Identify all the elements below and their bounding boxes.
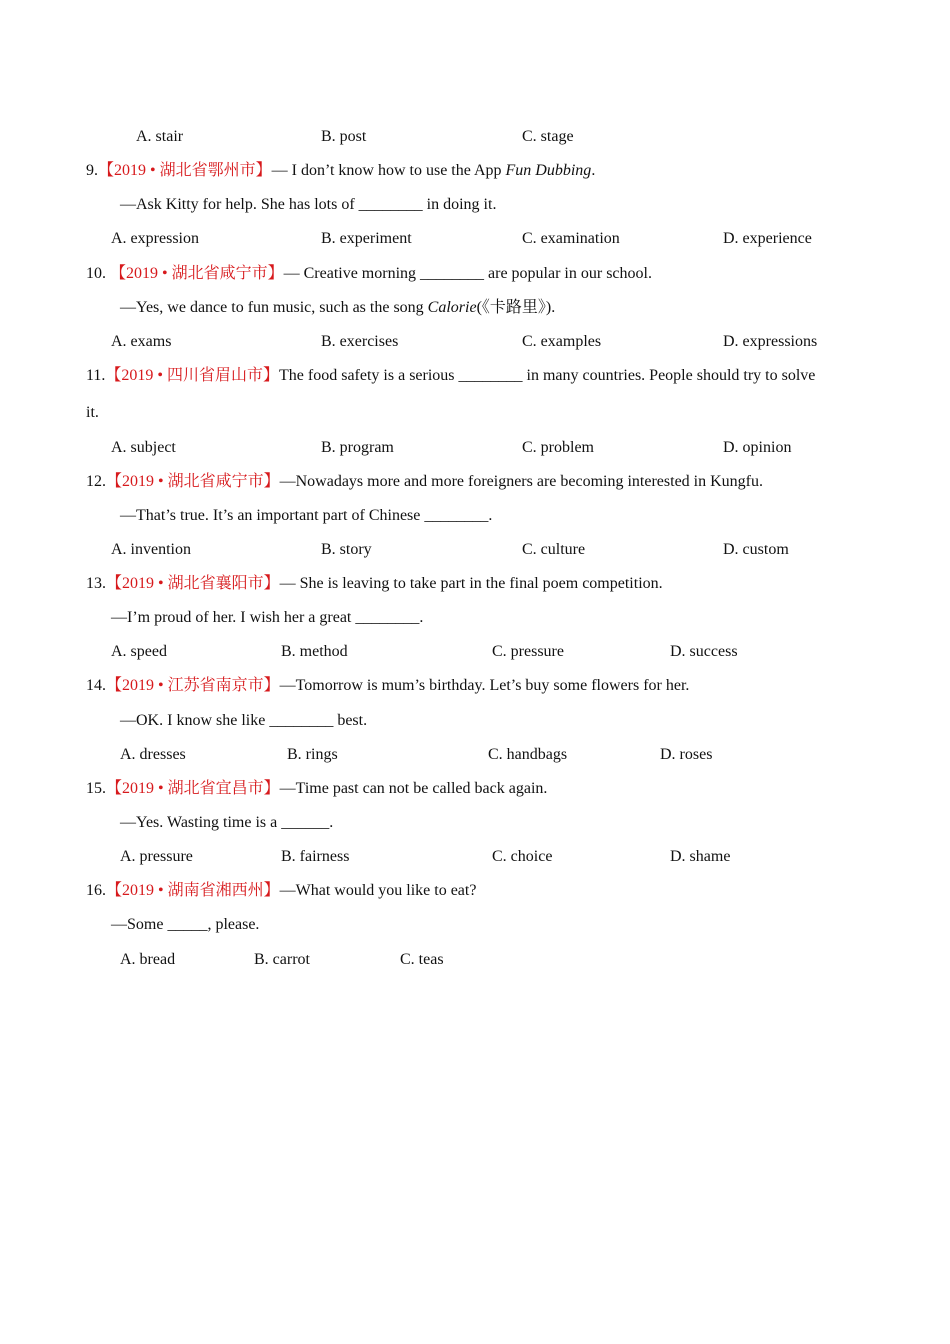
- q15-option-d: D. shame: [670, 848, 731, 865]
- q9-option-c: C. examination: [522, 230, 620, 247]
- q9-app-name: Fun Dubbing: [505, 162, 592, 179]
- q9-source: 【2019 • 湖北省鄂州市】: [98, 162, 272, 179]
- q16-number: 16.: [86, 882, 106, 899]
- q15-reply: —Yes. Wasting time is a ______.: [120, 814, 334, 831]
- q13-option-c: C. pressure: [492, 643, 564, 660]
- q10-number: 10.: [86, 265, 106, 282]
- q14-option-a: A. dresses: [120, 746, 186, 763]
- q10-line1: — Creative morning ________ are popular in our school.: [283, 265, 652, 282]
- q10-song-name: Calorie: [427, 299, 477, 316]
- q13-option-d: D. success: [670, 643, 738, 660]
- q9-option-a: A. expression: [111, 230, 199, 247]
- q15-stem: [86, 779, 547, 799]
- q10-stem: [86, 264, 652, 284]
- q12-number: 12.: [86, 473, 106, 490]
- q9-line2-pre: —Ask Kitty for help. She has lots of: [120, 196, 359, 213]
- q13-source: 【2019 • 湖北省襄阳市】: [106, 575, 280, 592]
- q11-option-c: C. problem: [522, 439, 594, 456]
- q16-source: 【2019 • 湖南省湘西州】: [106, 882, 280, 899]
- q15-option-b: B. fairness: [281, 848, 350, 865]
- q9-reply: [120, 195, 496, 215]
- q11-option-b: B. program: [321, 439, 394, 456]
- q10-line2-post: (《卡路里》).: [476, 299, 556, 316]
- q11-source: 【2019 • 四川省眉山市】: [105, 367, 280, 384]
- q16-option-a: A. bread: [120, 951, 176, 968]
- q9-option-b: B. experiment: [321, 230, 412, 247]
- q9-option-d: D. experience: [723, 230, 812, 247]
- q10-option-a: A. exams: [111, 333, 172, 350]
- q8-option-b: B. post: [321, 128, 367, 145]
- q16-line1: —What would you like to eat?: [279, 882, 477, 899]
- q15-option-c: C. choice: [492, 848, 553, 865]
- q12-line1: —Nowadays more and more foreigners are becoming interested in Kungfu.: [279, 473, 764, 490]
- q10-option-b: B. exercises: [321, 333, 399, 350]
- q9-line1-pre: — I don’t know how to use the App: [271, 162, 506, 179]
- q10-source: 【2019 • 湖北省咸宁市】: [110, 265, 284, 282]
- q12-option-c: C. culture: [522, 541, 586, 558]
- q14-reply: —OK. I know she like ________ best.: [120, 712, 368, 729]
- q13-option-a: A. speed: [111, 643, 167, 660]
- q14-source: 【2019 • 江苏省南京市】: [106, 677, 280, 694]
- q11-stem-continued: it.: [86, 404, 99, 421]
- q15-source: 【2019 • 湖北省宜昌市】: [106, 780, 280, 797]
- q8-option-c: C. stage: [522, 128, 574, 145]
- q12-stem: [86, 472, 763, 492]
- q10-option-c: C. examples: [522, 333, 602, 350]
- q8-option-a: A. stair: [136, 128, 184, 145]
- q12-reply: —That’s true. It’s an important part of Chinese ________.: [120, 507, 493, 524]
- q13-option-b: B. method: [281, 643, 348, 660]
- q15-number: 15.: [86, 780, 106, 797]
- q11-stem: [86, 366, 815, 386]
- q11-option-d: D. opinion: [723, 439, 792, 456]
- q16-reply: —Some _____, please.: [111, 916, 260, 933]
- q14-number: 14.: [86, 677, 106, 694]
- q15-option-a: A. pressure: [120, 848, 193, 865]
- q11-line1: The food safety is a serious ________ in many countries. People should try to solve: [279, 367, 816, 384]
- q9-number: 9.: [86, 162, 98, 179]
- q11-option-a: A. subject: [111, 439, 176, 456]
- q13-stem: [86, 574, 663, 594]
- q12-source: 【2019 • 湖北省咸宁市】: [106, 473, 280, 490]
- q9-stem: [86, 161, 595, 181]
- q12-option-a: A. invention: [111, 541, 191, 558]
- q9-blank: ________: [358, 196, 423, 213]
- q10-reply: [120, 298, 555, 318]
- q12-option-b: B. story: [321, 541, 372, 558]
- q13-reply: —I’m proud of her. I wish her a great ________.: [111, 609, 424, 626]
- q15-line1: —Time past can not be called back again.: [279, 780, 548, 797]
- q16-option-c: C. teas: [400, 951, 444, 968]
- q14-option-d: D. roses: [660, 746, 713, 763]
- q16-option-b: B. carrot: [254, 951, 310, 968]
- q10-line2-pre: —Yes, we dance to fun music, such as the song: [120, 299, 428, 316]
- q10-option-d: D. expressions: [723, 333, 818, 350]
- q14-stem: [86, 676, 689, 696]
- q13-number: 13.: [86, 575, 106, 592]
- q11-number: 11.: [86, 367, 106, 384]
- q14-line1: —Tomorrow is mum’s birthday. Let’s buy some flowers for her.: [279, 677, 690, 694]
- q14-option-b: B. rings: [287, 746, 338, 763]
- q9-line1-post: .: [591, 162, 596, 179]
- q9-line2-post: in doing it.: [422, 196, 497, 213]
- q12-option-d: D. custom: [723, 541, 789, 558]
- q13-line1: — She is leaving to take part in the final poem competition.: [279, 575, 663, 592]
- q14-option-c: C. handbags: [488, 746, 568, 763]
- q16-stem: [86, 881, 476, 901]
